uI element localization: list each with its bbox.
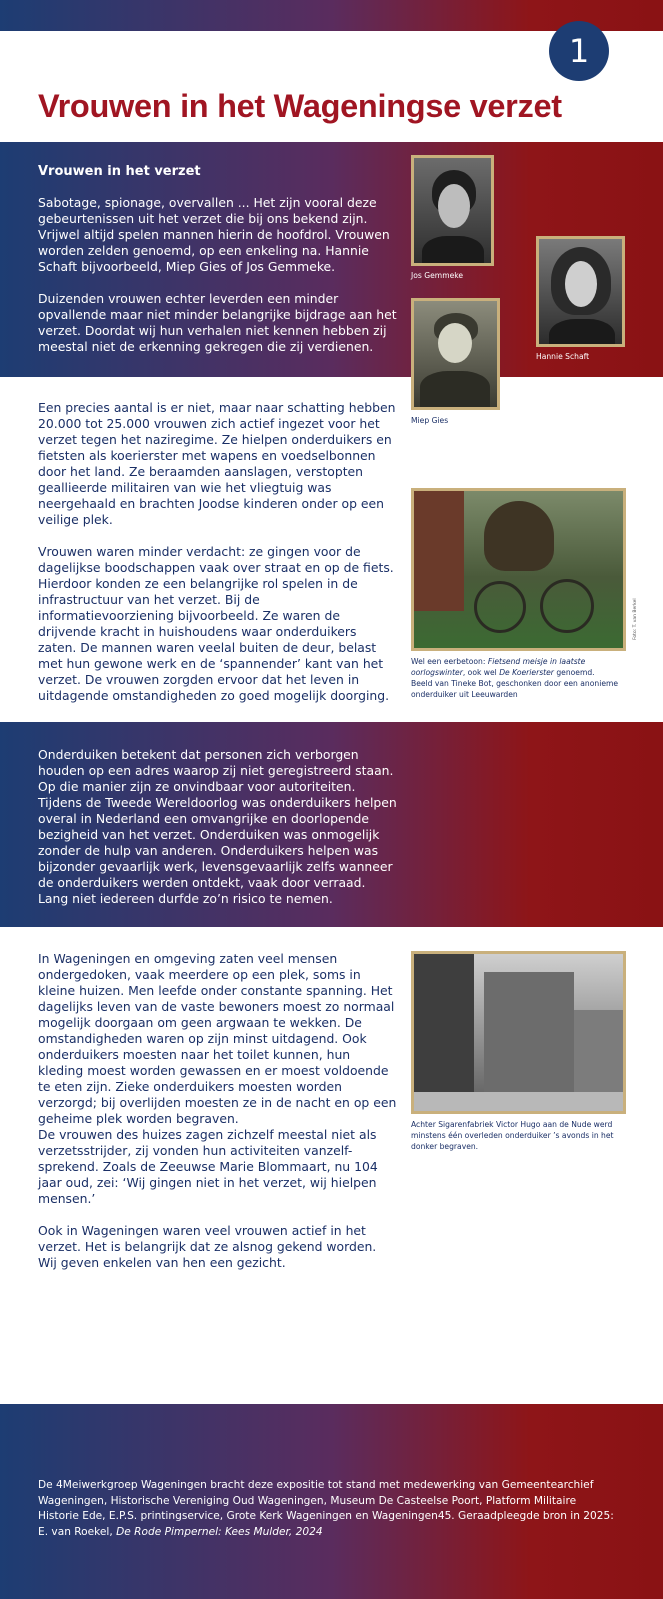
paragraph: Vrouwen waren minder verdacht: ze gingen voor de dagelijkse boodschappen vaak over straat en op de fiets. Hierdoor konden ze een belangrijke rol spelen in de infrastructuur van het verzet. Bij de informatievoorziening bijvoorbeeld. Ze waren de drijvende kracht in huishoudens waar onderduikers zaten. De mannen waren veelal buiten de deur, belast met hun gewone werk en de ‘spannender’ kant van het verzet. De vrouwen zorgden ervoor dat het leven in uitdagende omstandigheden zo goed mogelijk doorging. bbox=[38, 544, 394, 703]
paragraph: In Wageningen en omgeving zaten veel mensen ondergedoken, vaak meerdere op een plek, soms in kleine huizen. Men leefde onder constante spanning. Het dagelijks leven van de vaste bewoners moest zo normaal mogelijk doorgaan om geen argwaan te wekken. De omstandigheden waren op zijn minst uitdagend. Ook onderduikers moesten naar het toilet kunnen, hun kleding moest worden gewassen en er moest voldoende te eten zijn. Zieke onderduikers moesten worden verzorgd; bij overlijden moesten ze in de nacht en op een geheime plek worden begraven. bbox=[38, 951, 397, 1126]
statue-title: Fietsend meisje in laatste oorlogswinter bbox=[411, 657, 586, 677]
paragraph: Sabotage, spionage, overvallen ... Het zijn vooral deze gebeurtenissen uit het verzet die bij ons bekend zijn. Vrijwel altijd spelen mannen hierin de hoofdrol. Vrouwen worden zelden genoemd, op een enkeling na. Hannie Schaft bijvoorbeeld, Miep Gies of Jos Gemmeke. bbox=[38, 195, 390, 274]
caption-text: genoemd. bbox=[553, 668, 595, 677]
photo-caption: Jos Gemmeke bbox=[411, 271, 464, 280]
women-role-text bbox=[38, 400, 398, 704]
caption-text: Wel een eerbetoon: bbox=[411, 657, 488, 666]
factory-caption: Achter Sigarenfabriek Victor Hugo aan de Nude werd minstens één overleden onderduiker ’s avonds in het donker begraven. bbox=[411, 1120, 614, 1151]
section-heading: Vrouwen in het verzet bbox=[38, 164, 201, 179]
portrait-shoulders bbox=[420, 371, 490, 410]
paragraph: De vrouwen des huizes zagen zichzelf meestal niet als verzetsstrijder, zij vonden hun activiteiten vanzelf-sprekend. Zoals de Zeeuwse Marie Blommaart, nu 104 jaar oud, zei: ‘Wij gingen niet in het verzet, wij hielpen mensen.’ bbox=[38, 1127, 378, 1206]
paragraph: Duizenden vrouwen echter leverden een minder opvallende maar niet minder belangrijke bijdrage aan het verzet. Doordat wij hun verhalen niet kennen hebben zij meestal niet de erkenning gekregen die zij verdienen. bbox=[38, 291, 397, 354]
road bbox=[414, 1092, 623, 1111]
hannie-schaft-photo bbox=[536, 236, 625, 347]
statue-nickname: De Koerierster bbox=[499, 668, 554, 677]
factory-wing bbox=[574, 1010, 624, 1092]
panel-number-badge: 1 bbox=[549, 21, 609, 81]
cigar-factory-photo bbox=[411, 951, 626, 1114]
portrait-face bbox=[438, 184, 470, 228]
hiding-text bbox=[38, 747, 398, 907]
paragraph: Onderduiken betekent dat personen zich verborgen houden op een adres waarop zij niet geregistreerd staan. Op die manier zijn ze onvindbaar voor autoriteiten. Tijdens de Tweede Wereldoorlog was onderduikers helpen overal in Nederland een omvangrijke en doorlopende bezigheid van het verzet. Onderduiken was onmogelijk zonder de hulp van anderen. Onderduikers helpen was bijzonder gevaarlijk werk, levensgevaarlijk zelfs wanneer de onderduikers werden ontdekt, vaak door verraad. Lang niet iedereen durfde zo’n risico te nemen. bbox=[38, 747, 397, 906]
statue-koerierster-photo bbox=[411, 488, 626, 651]
tree bbox=[414, 954, 474, 1111]
source-author: E. van Roekel, bbox=[38, 1525, 117, 1538]
caption-text: Beeld van Tineke Bot, geschonken door een anonieme onderduiker uit Leeuwarden bbox=[411, 679, 619, 699]
portrait-face bbox=[438, 323, 472, 363]
photo-caption: Miep Gies bbox=[411, 416, 449, 425]
miep-gies-photo bbox=[411, 298, 500, 410]
bicycle-wheel bbox=[474, 581, 526, 633]
jos-gemmeke-photo bbox=[411, 155, 494, 266]
brick-building bbox=[414, 491, 464, 611]
photo-caption: Hannie Schaft bbox=[536, 352, 590, 361]
photo-credit: Foto: T. van Berkel bbox=[633, 598, 638, 640]
bicycle-wheel bbox=[540, 579, 594, 633]
footer-credits bbox=[38, 1478, 618, 1540]
statue-figure bbox=[484, 501, 554, 571]
source-title: De Rode Pimpernel: Kees Mulder, 2024 bbox=[116, 1525, 323, 1538]
portrait-shoulders bbox=[422, 236, 484, 266]
wageningen-text bbox=[38, 951, 398, 1271]
statue-caption bbox=[411, 656, 626, 700]
portrait-face bbox=[565, 261, 597, 307]
page-title: Vrouwen in het Wageningse verzet bbox=[38, 88, 562, 124]
intro-text bbox=[38, 195, 398, 355]
credits-text: De 4Meiwerkgroep Wageningen bracht deze expositie tot stand met medewerking van Gemeentearchief Wageningen, Historische Vereniging Oud Wageningen, Museum De Casteelse Poort, Platform Militaire Historie Ede, E.P.S. printingservice, Grote Kerk Wageningen en Wageningen45. Geraadpleegde bron in 2025: bbox=[38, 1479, 614, 1522]
factory-building bbox=[484, 972, 574, 1092]
caption-text: , ook wel bbox=[462, 668, 500, 677]
paragraph: Een precies aantal is er niet, maar naar schatting hebben 20.000 tot 25.000 vrouwen zich actief ingezet voor het verzet tegen het naziregime. Ze hielpen onderduikers en fietsten als koerierster met wapens en voedselbonnen door het land. Ze beraamden aanslagen, verstopten geallieerde militairen van wie het vliegtuig was neergehaald en brachten Joodse kinderen onder op een veilige plek. bbox=[38, 400, 396, 527]
paragraph: Ook in Wageningen waren veel vrouwen actief in het verzet. Het is belangrijk dat ze alsnog gekend worden. Wij geven enkelen van hen een gezicht. bbox=[38, 1223, 377, 1270]
portrait-shoulders bbox=[549, 319, 615, 347]
